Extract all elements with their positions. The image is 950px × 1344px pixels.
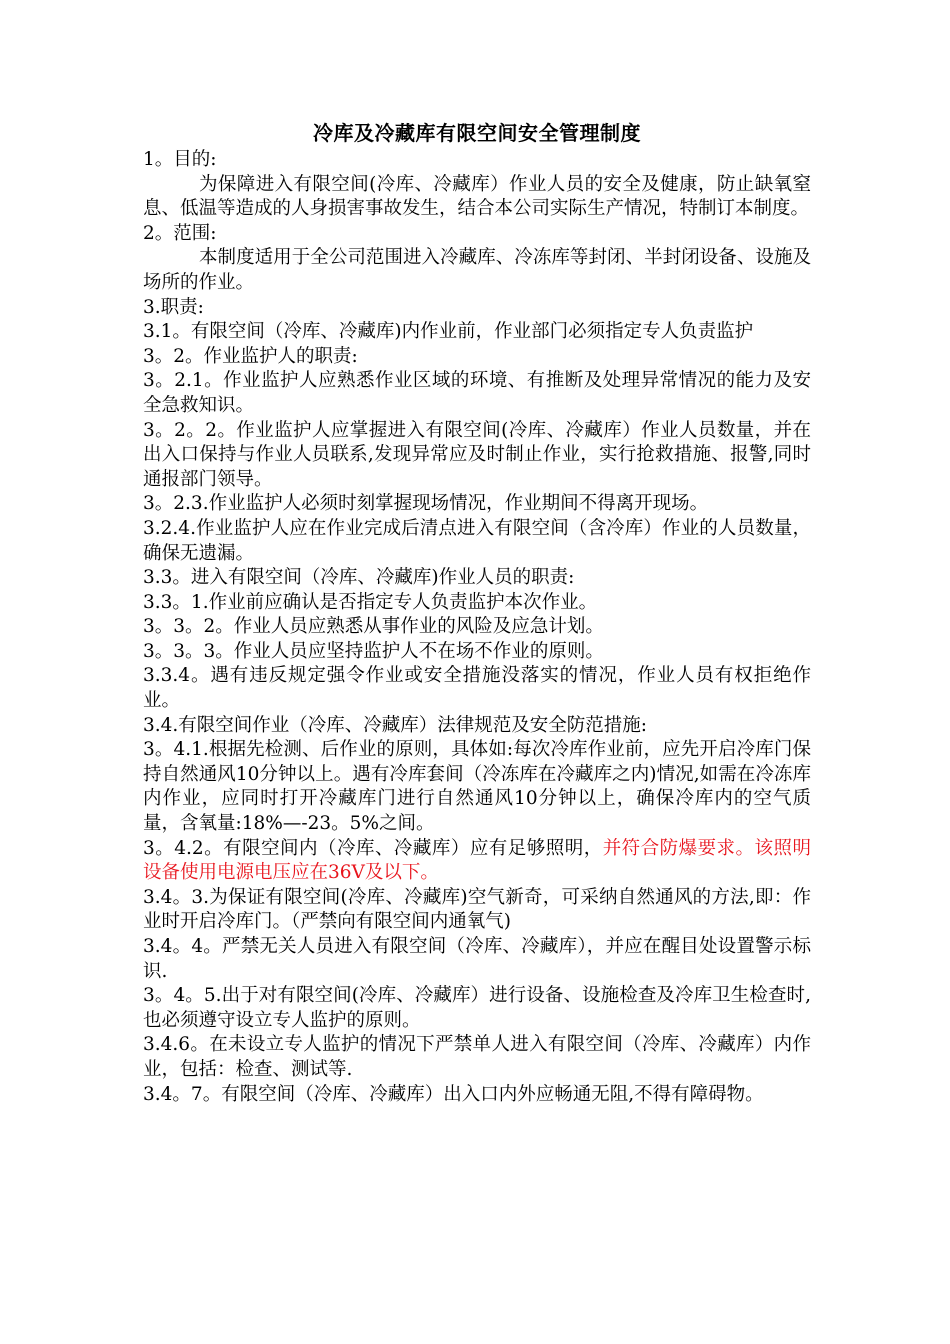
paragraph-purpose-heading: 1。目的: <box>143 149 217 170</box>
paragraph-3-3-2: 3。3。2。作业人员应熟悉从事作业的风险及应急计划。 <box>143 616 604 638</box>
paragraph-3-4-6: 3.4.6。在未设立专人监护的情况下严禁单人进入有限空间（冷库、冷藏库）内作业，包括：检查、测试等. <box>143 1034 811 1080</box>
paragraph-3-2-1: 3。2.1。作业监护人应熟悉作业区域的环境、有推断及处理异常情况的能力及安全急救知识。 <box>143 370 811 416</box>
paragraph-3-4-2-text: 3。4.2。有限空间内（冷库、冷藏库）应有足够照明， <box>143 837 603 859</box>
paragraph-duties-heading: 3.职责: <box>143 296 204 318</box>
paragraph-3-3-1: 3.3。1.作业前应确认是否指定专人负责监护本次作业。 <box>143 591 598 613</box>
paragraph-3-4-4: 3.4。4。严禁无关人员进入有限空间（冷库、冷藏库），并应在醒目处设置警示标识. <box>143 936 811 982</box>
paragraph-3-4: 3.4.有限空间作业（冷库、冷藏库）法律规范及安全防范措施: <box>143 714 648 736</box>
paragraph-3-4-2-highlight: 并符合防爆要求。该照明设备使用电源电压应在36V及以下。 <box>143 837 811 884</box>
paragraph-3-2-4: 3.2.4.作业监护人应在作业完成后清点进入有限空间（含冷库）作业的人员数量，确保无遗漏。 <box>143 517 811 564</box>
paragraph-scope-body: 本制度适用于全公司范围进入冷藏库、冷冻库等封闭、半封闭设备、设施及场所的作业。 <box>143 247 811 293</box>
paragraph-3-2-3: 3。2.3.作业监护人必须时刻掌握现场情况，作业期间不得离开现场。 <box>143 493 709 515</box>
paragraph-3-4-2 <box>143 837 811 886</box>
paragraph-3-4-7: 3.4。7。有限空间（冷库、冷藏库）出入口内外应畅通无阻,不得有障碍物。 <box>143 1083 764 1105</box>
paragraph-scope-heading: 2。范围: <box>143 222 217 244</box>
paragraph-3-4-1: 3。4.1.根据先检测、后作业的原则，具体如:每次冷库作业前，应先开启冷库门保持自然通风10分钟以上。遇有冷库套间（冷冻库在冷藏库之内)情况,如需在冷冻库内作业，应同时打开冷藏库门进行自然通风10分钟以上，确保冷库内的空气质量，含氧量:18%—-23。5%之间。 <box>143 739 811 835</box>
paragraph-3-1: 3.1。有限空间（冷库、冷藏库)内作业前，作业部门必须指定专人负责监护 <box>143 321 754 343</box>
document-page <box>143 118 811 1107</box>
paragraph-3-3-4: 3.3.4。遇有违反规定强令作业或安全措施没落实的情况，作业人员有权拒绝作业。 <box>143 665 811 712</box>
paragraph-3-3: 3.3。进入有限空间（冷库、冷藏库)作业人员的职责: <box>143 567 575 589</box>
paragraph-3-2: 3。2。作业监护人的职责: <box>143 345 358 367</box>
paragraph-3-4-3: 3.4。3.为保证有限空间(冷库、冷藏库)空气新奇，可采纳自然通风的方法,即：作业时开启冷库门。（严禁向有限空间内通氧气) <box>143 886 811 933</box>
document-title: 冷库及冷藏库有限空间安全管理制度 <box>313 121 641 145</box>
paragraph-purpose-body: 为保障进入有限空间(冷库、冷藏库）作业人员的安全及健康，防止缺氧窒息、低温等造成的人身损害事故发生，结合本公司实际生产情况，特制订本制度。 <box>143 173 811 220</box>
paragraph-3-3-3: 3。3。3。作业人员应坚持监护人不在场不作业的原则。 <box>143 640 604 662</box>
paragraph-3-4-5: 3。4。5.出于对有限空间(冷库、冷藏库）进行设备、设施检查及冷库卫生检查时,也必须遵守设立专人监护的原则。 <box>143 985 811 1031</box>
paragraph-3-2-2: 3。2。2。作业监护人应掌握进入有限空间(冷库、冷藏库）作业人员数量，并在出入口保持与作业人员联系,发现异常应及时制止作业，实行抢救措施、报警,同时通报部门领导。 <box>143 419 811 490</box>
